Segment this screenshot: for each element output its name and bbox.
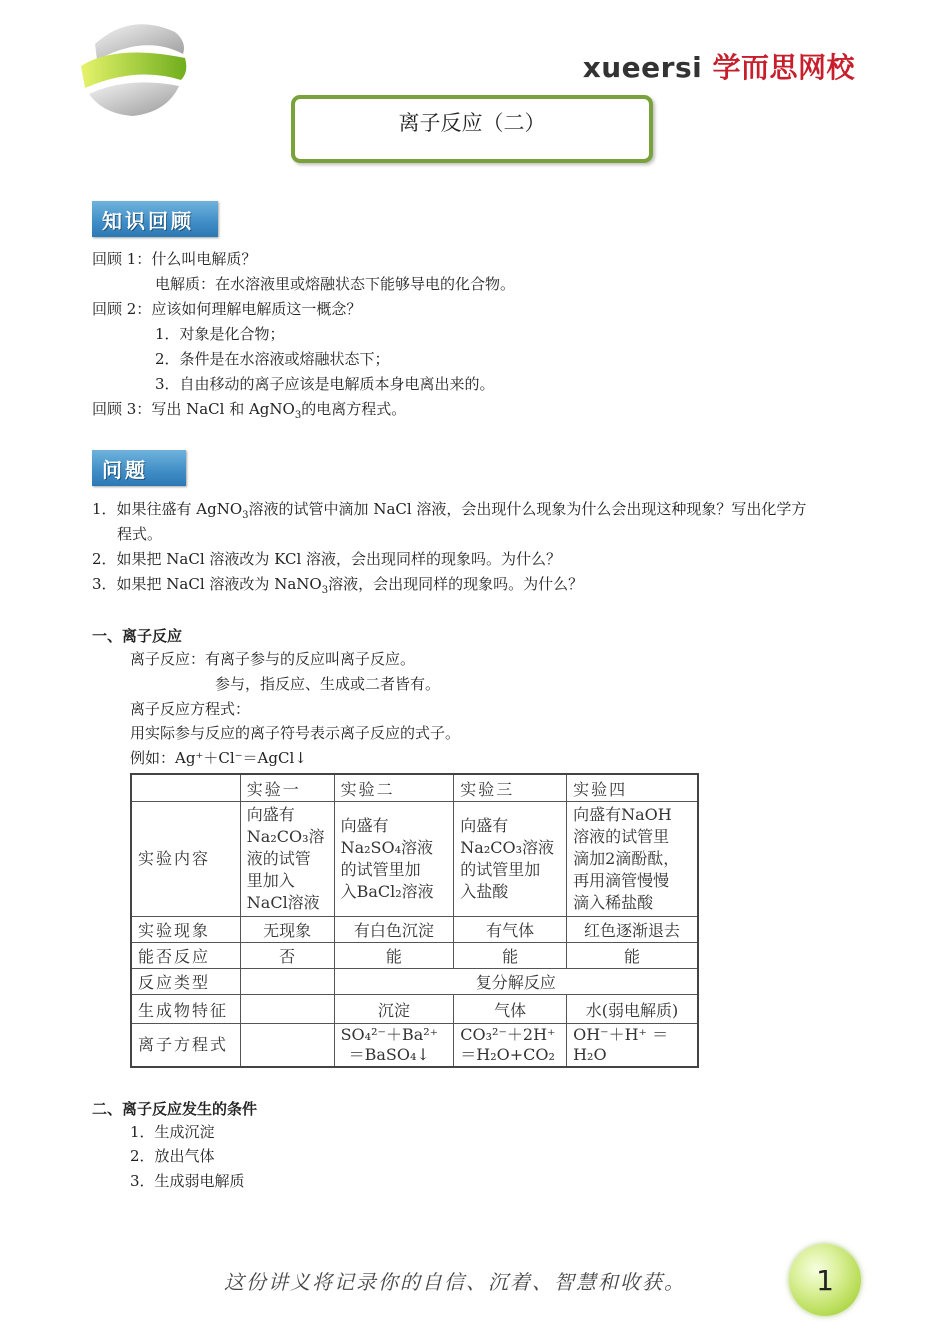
table-row bbox=[131, 1024, 698, 1068]
row-label: 能否反应 bbox=[131, 943, 240, 969]
table-row bbox=[131, 995, 698, 1024]
table-row bbox=[131, 943, 698, 969]
section-2-item: 3．生成弱电解质 bbox=[130, 1172, 245, 1190]
experiment-table bbox=[130, 773, 699, 1068]
table-header-cell bbox=[131, 774, 240, 802]
section-1-example: 例如：Ag⁺＋Cl⁻＝AgCl↓ bbox=[130, 749, 307, 767]
table-cell: 有白色沉淀 bbox=[334, 917, 454, 943]
table-cell: 红色逐渐退去 bbox=[567, 917, 698, 943]
table-header-cell: 实验四 bbox=[567, 774, 698, 802]
section-2-heading: 二、离子反应发生的条件 bbox=[92, 1100, 258, 1118]
table-cell: CO₃²⁻＋2H⁺ ＝H₂O+CO₂ bbox=[454, 1024, 567, 1068]
brand-cn: 学而思网校 bbox=[712, 51, 855, 84]
section-1-def: 离子反应：有离子参与的反应叫离子反应。 bbox=[130, 650, 416, 668]
review-q1 bbox=[92, 249, 256, 269]
review-q1-label: 回顾 1： bbox=[92, 250, 152, 268]
table-row bbox=[131, 917, 698, 943]
review-q2-label: 回顾 2： bbox=[92, 300, 152, 318]
table-cell: 水(弱电解质) bbox=[567, 995, 698, 1024]
table-cell: SO₄²⁻＋Ba²⁺ ＝BaSO₄↓ bbox=[334, 1024, 454, 1068]
section-1-def-note: 参与，指反应、生成或二者皆有。 bbox=[215, 675, 441, 693]
review-q2-point: 2．条件是在水溶液或熔融状态下； bbox=[155, 350, 390, 368]
logo-sphere-icon bbox=[75, 14, 193, 118]
review-q2-point: 3．自由移动的离子应该是电解质本身电离出来的。 bbox=[155, 375, 495, 393]
table-cell: 气体 bbox=[454, 995, 567, 1024]
table-cell: 能 bbox=[334, 943, 454, 969]
page-title: 离子反应（二） bbox=[291, 95, 653, 163]
table-header-row bbox=[131, 774, 698, 802]
row-label: 离子方程式 bbox=[131, 1024, 240, 1068]
review-q3: 回顾 3：写出 NaCl 和 AgNO$_3$的电离方程式。 bbox=[92, 400, 407, 421]
table-cell bbox=[240, 969, 334, 995]
exp3-content: 向盛有 Na₂CO₃溶液 的试管里加 入盐酸 bbox=[454, 802, 567, 917]
review-q2-text: 应该如何理解电解质这一概念？ bbox=[151, 300, 362, 318]
table-cell bbox=[240, 1024, 334, 1068]
row-label: 反应类型 bbox=[131, 969, 240, 995]
table-cell bbox=[240, 995, 334, 1024]
problem-2: 2．如果把 NaCl 溶液改为 KCl 溶液，会出现同样的现象吗。为什么？ bbox=[92, 550, 562, 568]
table-row bbox=[131, 969, 698, 995]
table-row bbox=[131, 802, 698, 917]
review-q3-label: 回顾 3： bbox=[92, 400, 152, 418]
table-cell: 无现象 bbox=[240, 917, 334, 943]
exp2-content: 向盛有 Na₂SO₄溶液 的试管里加 入BaCl₂溶液 bbox=[334, 802, 454, 917]
table-cell: OH⁻＋H⁺ ＝ H₂O bbox=[567, 1024, 698, 1068]
table-header-cell: 实验三 bbox=[454, 774, 567, 802]
problem-1: 1．如果往盛有 AgNO$_3$溶液的试管中滴加 NaCl 溶液，会出现什么现象为什么会出现这种现象？写出化学方 bbox=[92, 500, 807, 521]
table-header-cell: 实验一 bbox=[240, 774, 334, 802]
review-section-tag: 知识回顾 bbox=[92, 201, 218, 237]
section-1-eq-def: 用实际参与反应的离子符号表示离子反应的式子。 bbox=[130, 724, 461, 742]
table-cell: 能 bbox=[567, 943, 698, 969]
brand-logo bbox=[583, 46, 855, 86]
section-2-item: 1．生成沉淀 bbox=[130, 1123, 215, 1141]
page-number: 1 bbox=[789, 1244, 861, 1316]
review-q1-text: 什么叫电解质？ bbox=[151, 250, 257, 268]
row-label: 实验现象 bbox=[131, 917, 240, 943]
review-q2 bbox=[92, 299, 361, 319]
table-cell: 复分解反应 bbox=[334, 969, 698, 995]
section-1-heading: 一、离子反应 bbox=[92, 627, 183, 645]
review-q2-point: 1．对象是化合物； bbox=[155, 325, 285, 343]
section-2-item: 2．放出气体 bbox=[130, 1147, 215, 1165]
review-q1-answer: 电解质：在水溶液里或熔融状态下能够导电的化合物。 bbox=[155, 275, 516, 293]
section-1-eq-title: 离子反应方程式： bbox=[130, 700, 251, 718]
problem-1-cont: 程式。 bbox=[117, 525, 163, 543]
problem-section-tag: 问题 bbox=[92, 450, 186, 486]
row-label: 实验内容 bbox=[131, 802, 240, 917]
table-cell: 沉淀 bbox=[334, 995, 454, 1024]
exp4-content: 向盛有NaOH 溶液的试管里 滴加2滴酚酞， 再用滴管慢慢 滴入稀盐酸 bbox=[567, 802, 698, 917]
table-header-cell: 实验二 bbox=[334, 774, 454, 802]
brand-latin: xueersi bbox=[582, 51, 703, 84]
table-cell: 否 bbox=[240, 943, 334, 969]
row-label: 生成物特征 bbox=[131, 995, 240, 1024]
table-cell: 能 bbox=[454, 943, 567, 969]
exp1-content: 向盛有 Na₂CO₃溶 液的试管 里加入 NaCl溶液 bbox=[240, 802, 334, 917]
table-cell: 有气体 bbox=[454, 917, 567, 943]
problem-3: 3．如果把 NaCl 溶液改为 NaNO$_3$溶液，会出现同样的现象吗。为什么？ bbox=[92, 575, 584, 596]
footer-slogan: 这份讲义将记录你的自信、沉着、智慧和收获。 bbox=[224, 1270, 686, 1294]
